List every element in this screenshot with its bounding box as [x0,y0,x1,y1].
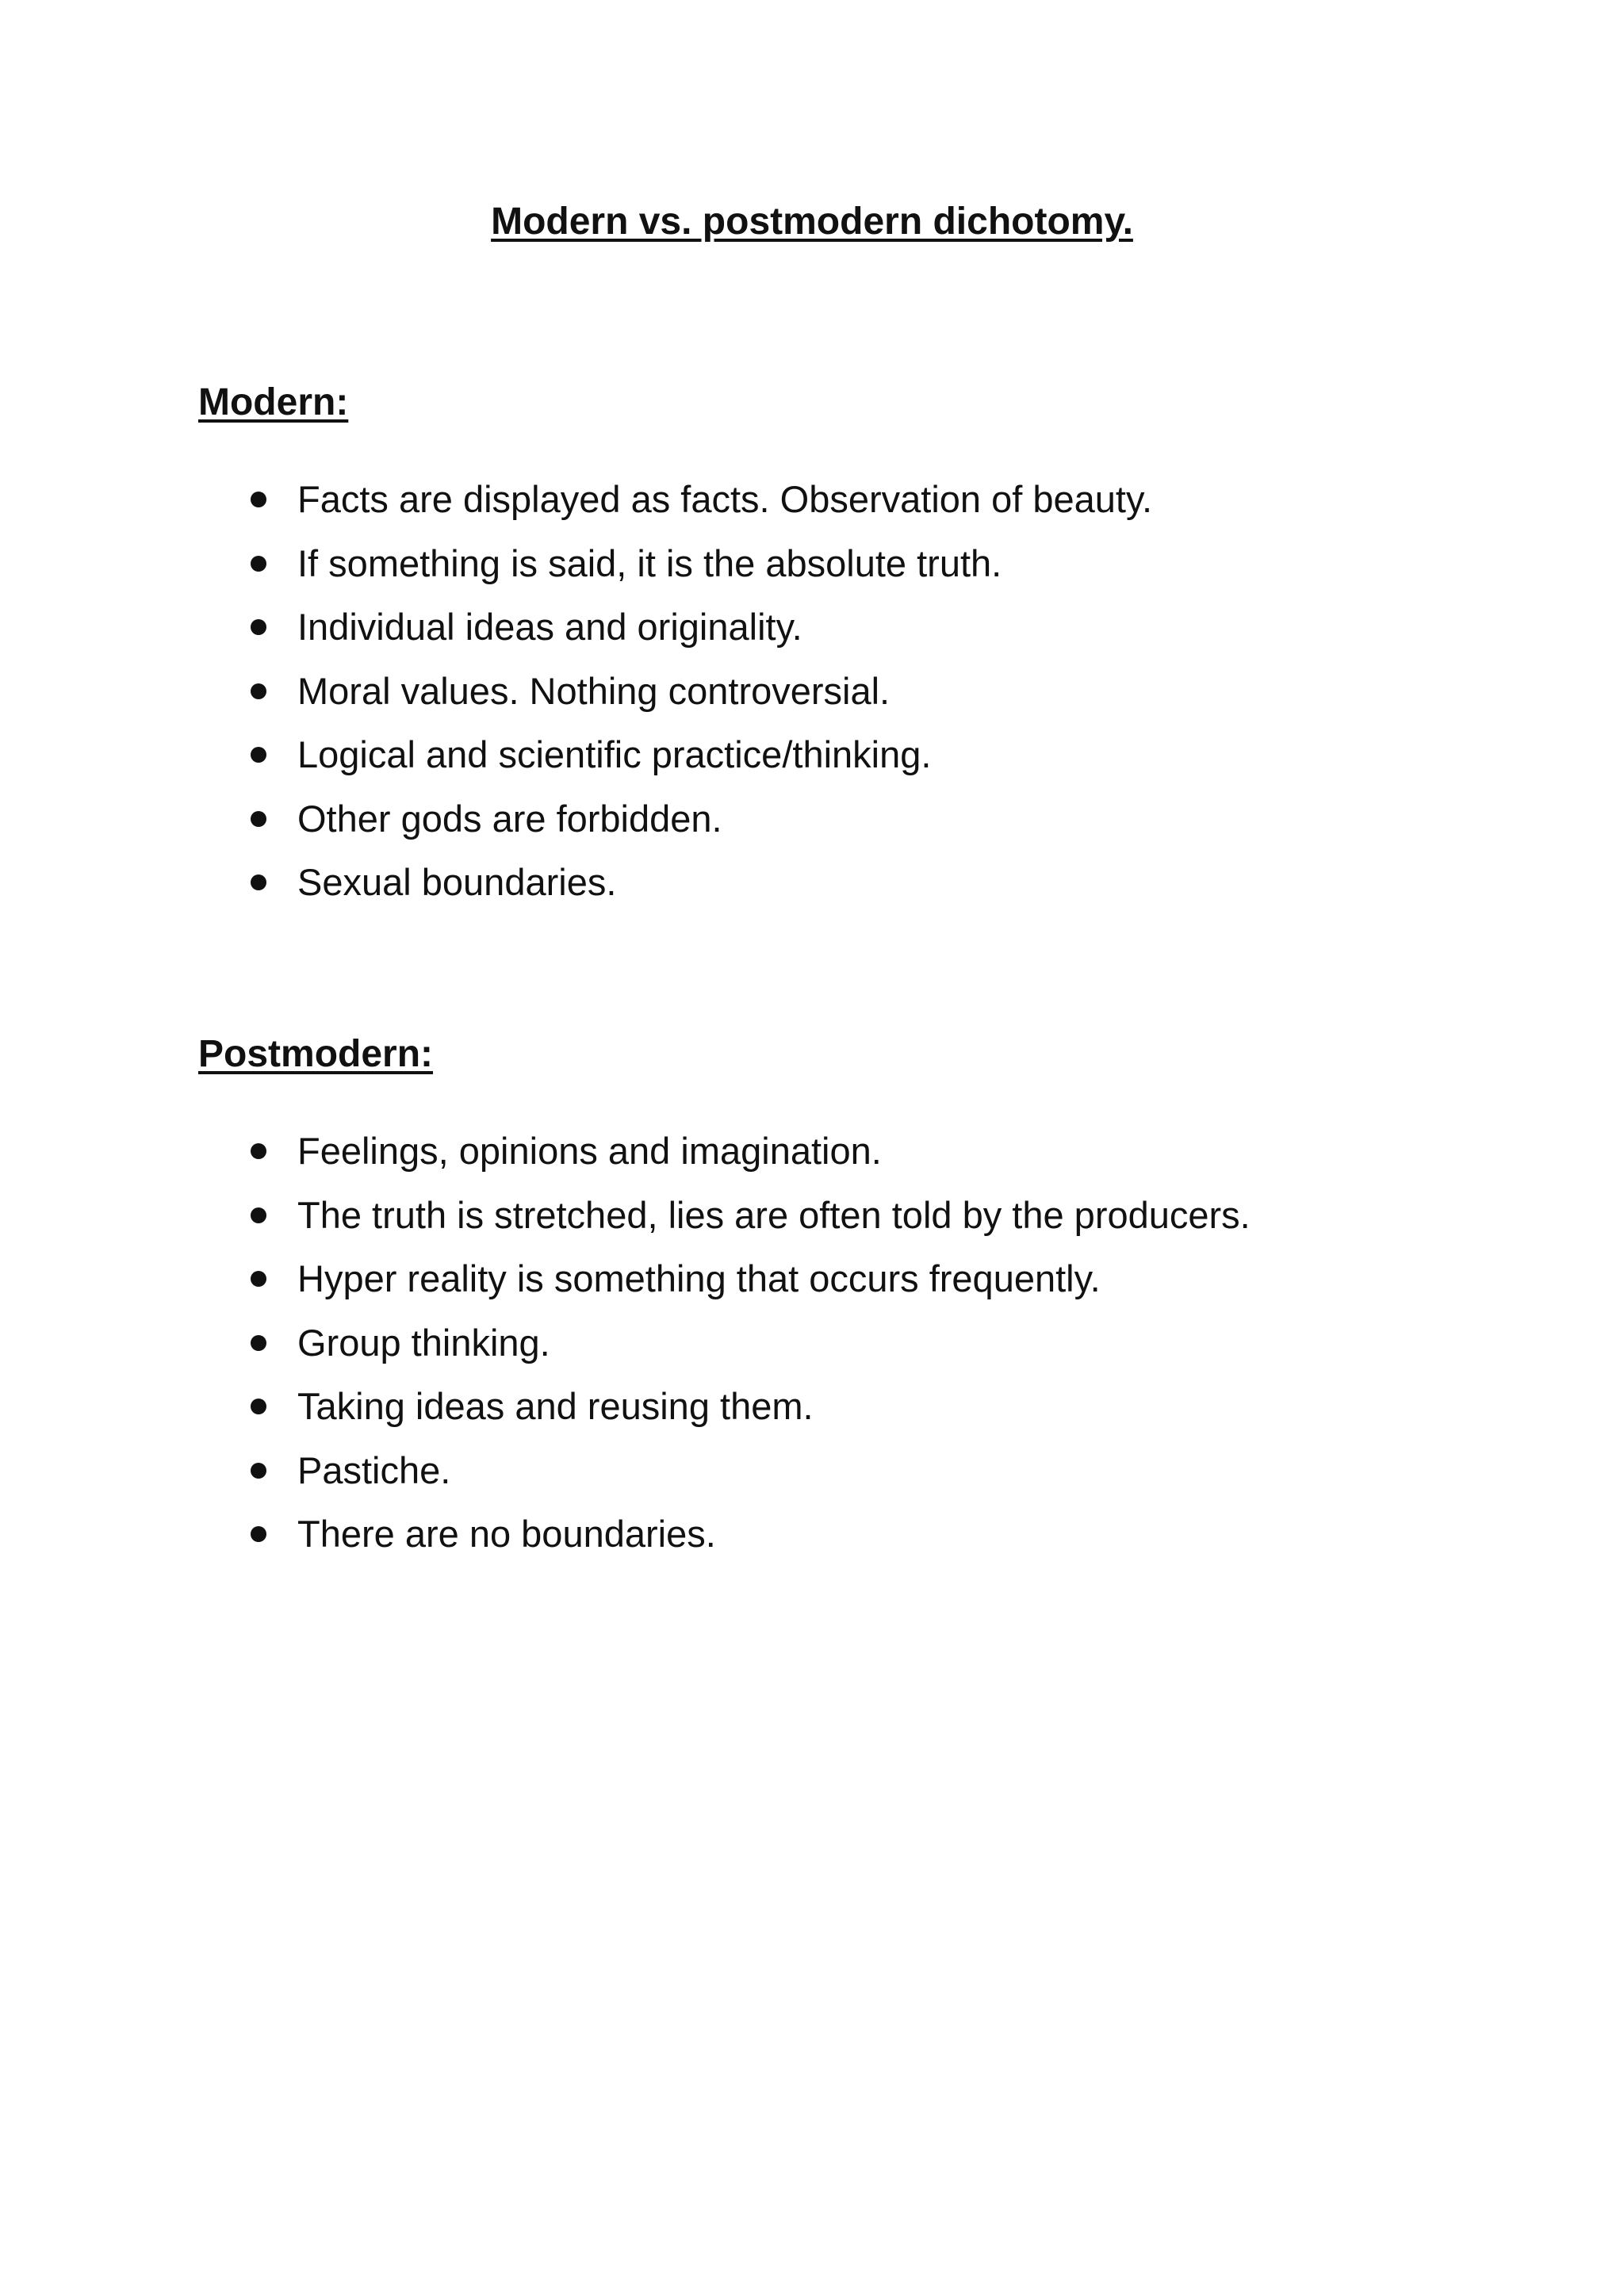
bullet-dot-icon [251,619,266,635]
bullet-dot-icon [251,556,266,572]
bullet-dot-icon [251,1143,266,1159]
list-item [198,1247,1546,1311]
bullet-dot-icon [251,1335,266,1351]
bullet-dot-icon [251,1526,266,1542]
list-item [198,723,1546,787]
list-item-text: Taking ideas and reusing them. [297,1385,814,1427]
bullet-dot-icon [251,874,266,890]
list-item-text: Group thinking. [297,1321,550,1364]
list-item [198,1311,1546,1376]
list-item [198,1439,1546,1503]
list-item-text: Hyper reality is something that occurs frequently. [297,1257,1101,1299]
list-item [198,1184,1546,1248]
list-item [198,851,1546,915]
list-item [198,1375,1546,1439]
page-title: Modern vs. postmodern dichotomy. [491,201,1133,243]
list-item [198,1502,1546,1567]
bullet-dot-icon [251,1399,266,1414]
section-heading-modern: Modern: [198,381,349,423]
list-item-text: Pastiche. [297,1448,451,1491]
postmodern-section [198,1031,1546,1567]
list-item-text: There are no boundaries. [297,1513,716,1555]
list-item [198,468,1546,532]
modern-list [198,468,1546,915]
bullet-dot-icon [251,683,266,699]
list-item-text: The truth is stretched, lies are often told by the producers. [297,1193,1251,1236]
list-item [198,660,1546,724]
list-item [198,1119,1546,1184]
bullet-dot-icon [251,1463,266,1479]
postmodern-list [198,1119,1546,1567]
list-item-text: Other gods are forbidden. [297,797,722,840]
list-item-text: Sexual boundaries. [297,861,617,903]
list-item-text: Feelings, opinions and imagination. [297,1130,882,1172]
bullet-dot-icon [251,1271,266,1287]
bullet-dot-icon [251,811,266,827]
list-item [198,595,1546,660]
bullet-dot-icon [251,747,266,763]
list-item-text: Facts are displayed as facts. Observation of beauty. [297,478,1153,520]
list-item [198,532,1546,596]
bullet-dot-icon [251,492,266,507]
list-item-text: If something is said, it is the absolute truth. [297,541,1002,584]
section-heading-postmodern: Postmodern: [198,1033,434,1075]
list-item-text: Moral values. Nothing controversial. [297,669,891,712]
list-item [198,787,1546,851]
list-item-text: Individual ideas and originality. [297,606,802,648]
modern-section [198,379,1546,915]
bullet-dot-icon [251,1207,266,1223]
list-item-text: Logical and scientific practice/thinking. [297,733,932,775]
